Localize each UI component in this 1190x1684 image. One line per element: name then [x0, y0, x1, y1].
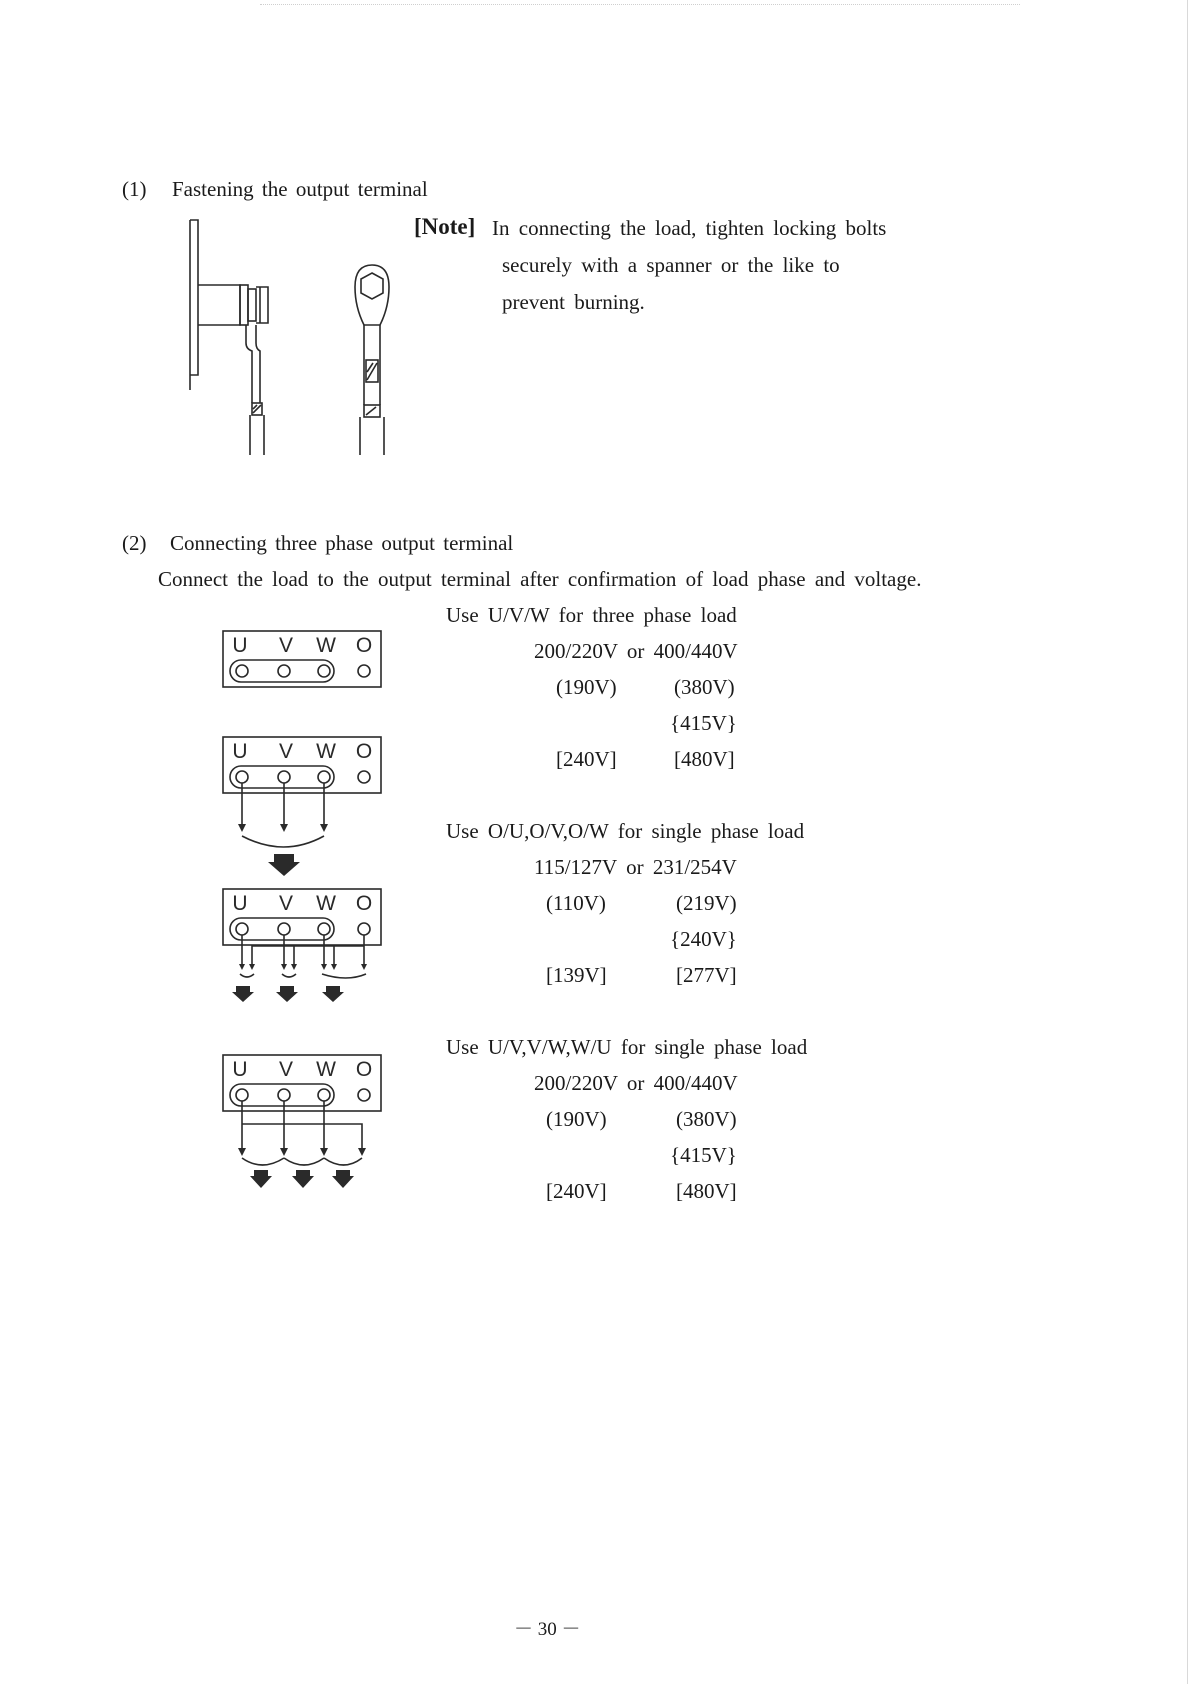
terminal-label-o: O [355, 892, 373, 915]
terminal-block-diagram-4 [222, 1054, 382, 1194]
terminal-label-w: W [316, 740, 336, 763]
group1-round-left: (190V) [556, 675, 617, 699]
group1-main-voltage: 200/220V or 400/440V [534, 639, 738, 663]
section2-number: (2) [122, 531, 147, 555]
group2-square-left: [139V] [546, 963, 607, 987]
terminal-fastening-illustration [180, 215, 410, 460]
scan-edge-line [1187, 0, 1188, 1684]
terminal-label-u: U [232, 892, 248, 915]
group3-round-right: (380V) [676, 1107, 737, 1131]
group3-square-left: [240V] [546, 1179, 607, 1203]
group2-heading: Use O/U,O/V,O/W for single phase load [446, 819, 805, 843]
note-line-3: prevent burning. [502, 290, 645, 314]
terminal-label-u: U [232, 1058, 248, 1081]
terminal-block-diagram-3 [222, 888, 382, 1008]
group1-curly: {415V} [670, 711, 737, 735]
terminal-label-w: W [316, 634, 336, 657]
group3-round-left: (190V) [546, 1107, 607, 1131]
group3-heading: Use U/V,V/W,W/U for single phase load [446, 1035, 808, 1059]
terminal-label-v: V [278, 1058, 294, 1081]
group2-round-right: (219V) [676, 891, 737, 915]
group2-square-right: [277V] [676, 963, 737, 987]
terminal-label-v: V [278, 740, 294, 763]
terminal-label-u: U [232, 740, 248, 763]
terminal-label-v: V [278, 634, 294, 657]
group3-square-right: [480V] [676, 1179, 737, 1203]
section1-title: Fastening the output terminal [172, 177, 428, 201]
terminal-label-w: W [316, 892, 336, 915]
page-number: － 30 － [514, 1619, 581, 1640]
group3-curly: {415V} [670, 1143, 737, 1167]
section2-intro: Connect the load to the output terminal after confirmation of load phase and voltage. [158, 567, 922, 591]
note-line-1: In connecting the load, tighten locking bolts [492, 216, 887, 240]
terminal-label-o: O [355, 1058, 373, 1081]
terminal-label-u: U [232, 634, 248, 657]
terminal-label-w: W [316, 1058, 336, 1081]
section1-number: (1) [122, 177, 147, 201]
group1-square-left: [240V] [556, 747, 617, 771]
group2-curly: {240V} [670, 927, 737, 951]
note-label: [Note] [414, 214, 476, 239]
terminal-block-diagram-2 [222, 736, 382, 886]
group1-square-right: [480V] [674, 747, 735, 771]
note-line-2: securely with a spanner or the like to [502, 253, 840, 277]
group2-round-left: (110V) [546, 891, 606, 915]
group1-heading: Use U/V/W for three phase load [446, 603, 737, 627]
scan-edge-dots [260, 4, 1020, 6]
terminal-block-diagram-1 [222, 630, 382, 690]
terminal-label-v: V [278, 892, 294, 915]
terminal-label-o: O [355, 740, 373, 763]
group3-main-voltage: 200/220V or 400/440V [534, 1071, 738, 1095]
section2-title: Connecting three phase output terminal [170, 531, 514, 555]
group2-main-voltage: 115/127V or 231/254V [534, 855, 737, 879]
terminal-label-o: O [355, 634, 373, 657]
group1-round-right: (380V) [674, 675, 735, 699]
